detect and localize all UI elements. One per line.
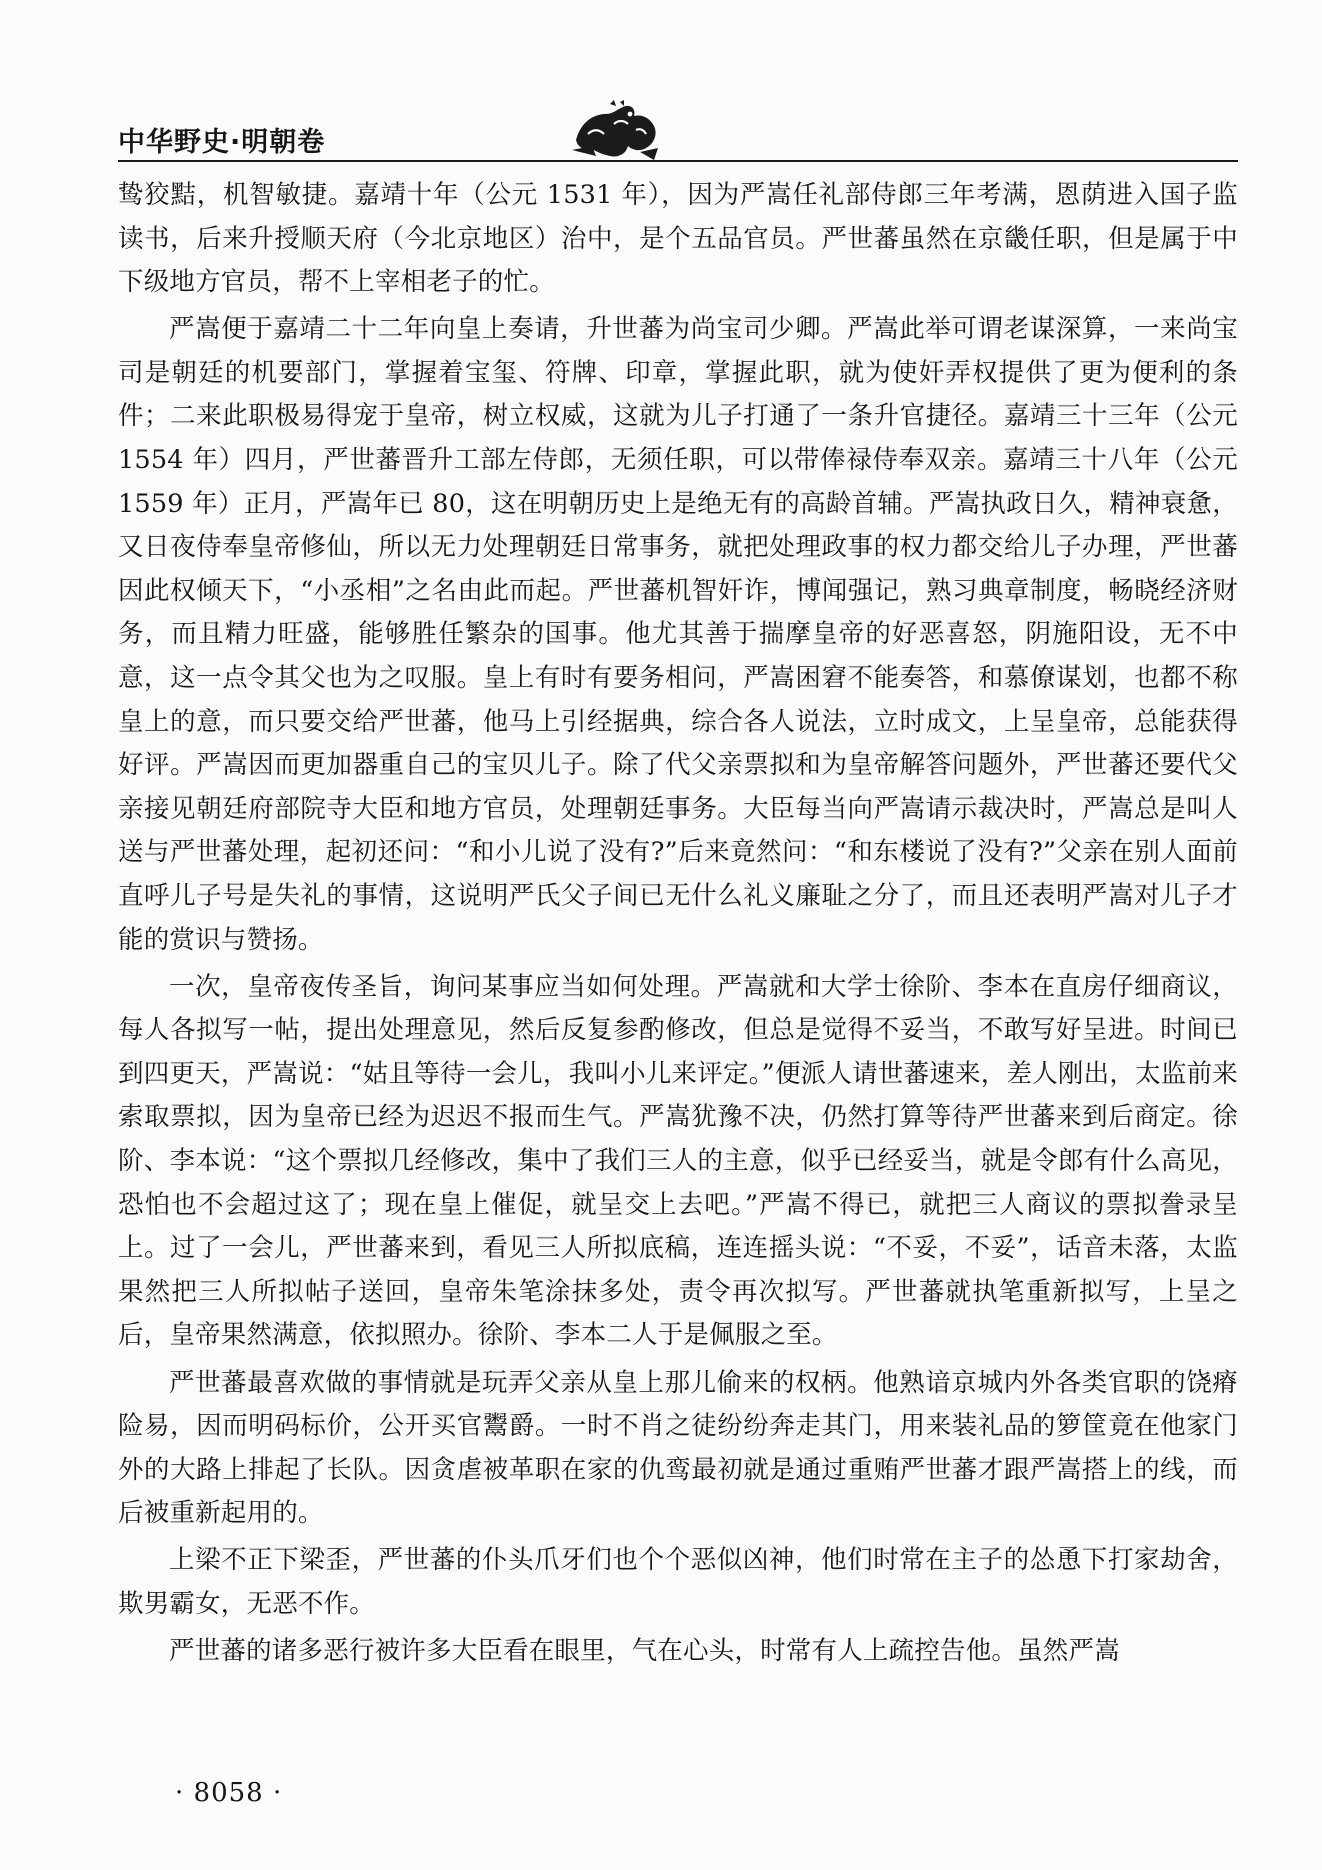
header-rule	[118, 160, 1238, 162]
dragon-emblem-icon	[570, 100, 662, 162]
running-header	[118, 112, 1238, 162]
paragraph: 严世蕃的诸多恶行被许多大臣看在眼里，气在心头，时常有人上疏控告他。虽然严嵩	[169, 1636, 1120, 1667]
paragraph: 鸷狡黠，机智敏捷。嘉靖十年（公元 1531 年），因为严嵩任礼部侍郎三年考满，恩荫进入国子监读书，后来升授顺天府（今北京地区）治中，是个五品官员。严世蕃虽然在京畿任职，但是属于中下级地方官员，帮不上宰相老子的忙。	[118, 180, 1238, 298]
page-number: · 8058 ·	[175, 1778, 283, 1808]
paragraph: 一次，皇帝夜传圣旨，询问某事应当如何处理。严嵩就和大学士徐阶、李本在直房仔细商议，每人各拟写一帖，提出处理意见，然后反复参酌修改，但总是觉得不妥当，不敢写好呈进。时间已到四更天，严嵩说：“姑且等待一会儿，我叫小儿来评定。”便派人请世蕃速来，差人刚出，太监前来索取票拟，因为皇帝已经为迟迟不报而生气。严嵩犹豫不决，仍然打算等待严世蕃来到后商定。徐阶、李本说：“这个票拟几经修改，集中了我们三人的主意，似乎已经妥当，就是令郎有什么高见，恐怕也不会超过这了；现在皇上催促，就呈交上去吧。”严嵩不得已，就把三人商议的票拟誊录呈上。过了一会儿，严世蕃来到，看见三人所拟底稿，连连摇头说：“不妥，不妥”，话音未落，太监果然把三人所拟帖子送回，皇帝朱笔涂抹多处，责令再次拟写。严世蕃就执笔重新拟写，上呈之后，皇帝果然满意，依拟照办。徐阶、李本二人于是佩服之至。	[118, 971, 1238, 1351]
book-title: 中华野史·明朝卷	[118, 127, 326, 158]
paragraph: 严嵩便于嘉靖二十二年向皇上奏请，升世蕃为尚宝司少卿。严嵩此举可谓老谋深算，一来尚宝司是朝廷的机要部门，掌握着宝玺、符牌、印章，掌握此职，就为使奸弄权提供了更为便利的条件；二来此职极易得宠于皇帝，树立权威，这就为儿子打通了一条升官捷径。嘉靖三十三年（公元 1554 年）四月，严世蕃晋升工部左侍郎，无须任职，可以带俸禄侍奉双亲。嘉靖三十八年（公元 1559 年）正月，严嵩年已 80，这在明朝历史上是绝无有的高龄首辅。严嵩执政日久，精神衰惫，又日夜侍奉皇帝修仙，所以无力处理朝廷日常事务，就把处理政事的权力都交给儿子办理，严世蕃因此权倾天下，“小丞相”之名由此而起。严世蕃机智奸诈，博闻强记，熟习典章制度，畅晓经济财务，而且精力旺盛，能够胜任繁杂的国事。他尤其善于揣摩皇帝的好恶喜怒，阴施阳设，无不中意，这一点令其父也为之叹服。皇上有时有要务相问，严嵩困窘不能奏答，和慕僚谋划，也都不称皇上的意，而只要交给严世蕃，他马上引经据典，综合各人说法，立时成文，上呈皇帝，总能获得好评。严嵩因而更加器重自己的宝贝儿子。除了代父亲票拟和为皇帝解答问题外，严世蕃还要代父亲接见朝廷府部院寺大臣和地方官员，处理朝廷事务。大臣每当向严嵩请示裁决时，严嵩总是叫人送与严世蕃处理，起初还问：“和小儿说了没有?”后来竟然问：“和东楼说了没有?”父亲在别人面前直呼儿子号是失礼的事情，这说明严氏父子间已无什么礼义廉耻之分了，而且还表明严嵩对儿子才能的赏识与赞扬。	[118, 314, 1238, 955]
paragraph: 严世蕃最喜欢做的事情就是玩弄父亲从皇上那儿偷来的权柄。他熟谙京城内外各类官职的饶瘠险易，因而明码标价，公开买官鬻爵。一时不肖之徒纷纷奔走其门，用来装礼品的箩筐竟在他家门外的大路上排起了长队。因贪虐被革职在家的仇鸾最初就是通过重贿严世蕃才跟严嵩搭上的线，而后被重新起用的。	[118, 1367, 1238, 1529]
paragraph: 上梁不正下梁歪，严世蕃的仆头爪牙们也个个恶似凶神，他们时常在主子的怂恿下打家劫舍，欺男霸女，无恶不作。	[118, 1545, 1238, 1619]
body-text	[118, 174, 1238, 1677]
